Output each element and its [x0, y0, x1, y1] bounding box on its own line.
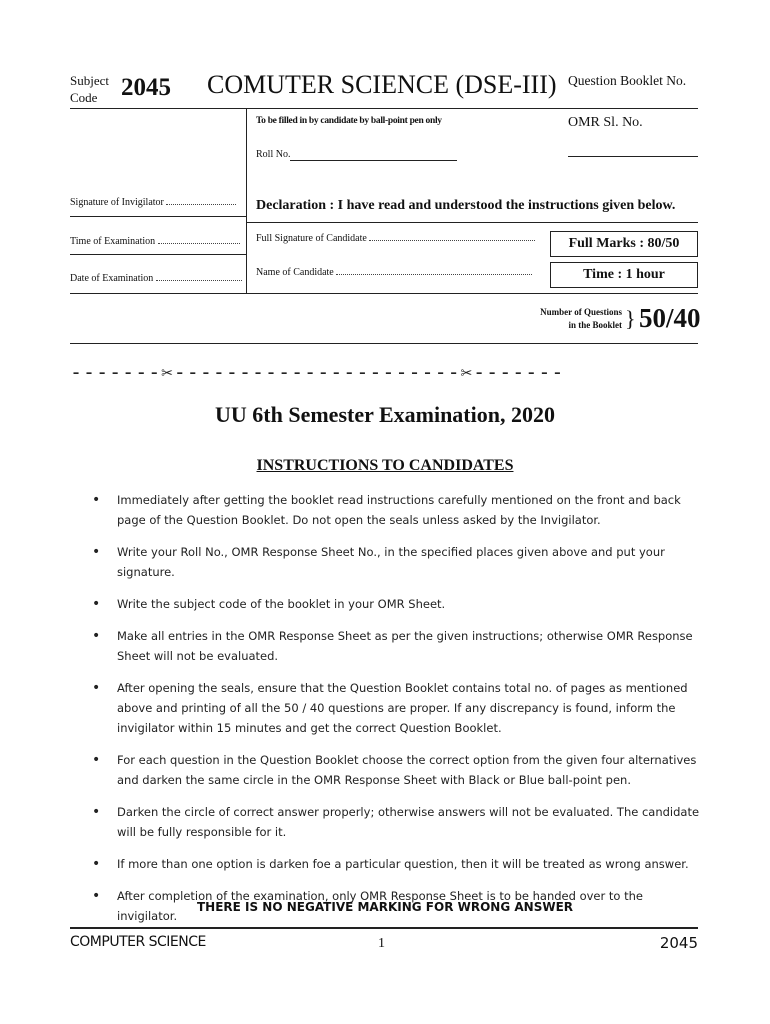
- omr-line: [568, 156, 698, 157]
- page-number: 1: [378, 936, 385, 951]
- roll-line[interactable]: [290, 160, 457, 161]
- list-item: • Write the subject code of the booklet in your OMR Sheet.: [92, 594, 702, 614]
- booklet-no-label: Question Booklet No.: [568, 73, 687, 88]
- date-field[interactable]: Date of Examination: [70, 273, 242, 284]
- declaration: Declaration : I have read and understood the instructions given below.: [256, 198, 676, 213]
- list-item: • Darken the circle of correct answer properly; otherwise answers will not be evaluated. The candidate will be fully responsible for it.: [92, 802, 702, 842]
- subject-code: 2045: [121, 74, 171, 101]
- list-item: • Make all entries in the OMR Response Sheet as per the given instructions; otherwise OMR Response Sheet will not be evaluated.: [92, 626, 702, 666]
- exam-title: UU 6th Semester Examination, 2020: [215, 402, 555, 427]
- roll-label: Roll No.: [256, 149, 291, 160]
- candidate-signature-field[interactable]: Full Signature of Candidate: [256, 233, 535, 244]
- list-item: • After completion of the examination, only OMR Response Sheet is to be handed over to the invigilator.: [92, 886, 702, 926]
- fill-note: To be filled in by candidate by ball-point pen only: [256, 116, 442, 126]
- cut-line: -------✂----------------------✂-------: [70, 360, 565, 384]
- footer-subject: COMPUTER SCIENCE: [70, 934, 206, 950]
- time-field[interactable]: Time of Examination: [70, 236, 240, 247]
- instructions-list: [92, 490, 702, 926]
- invigilator-field[interactable]: Signature of Invigilator: [70, 197, 236, 208]
- declaration-rule: [246, 222, 698, 223]
- instructions-heading: INSTRUCTIONS TO CANDIDATES: [256, 457, 514, 474]
- column-divider: [246, 108, 247, 293]
- no-negative-note: THERE IS NO NEGATIVE MARKING FOR WRONG ANSWER: [196, 900, 574, 914]
- left-rule-2: [70, 254, 246, 255]
- brace-icon: }: [625, 306, 636, 331]
- list-item: • Immediately after getting the booklet read instructions carefully mentioned on the front and back page of the Question Booklet. Do not open the seals unless asked by the Invigilator.: [92, 490, 702, 530]
- list-item: • If more than one option is darken foe a particular question, then it will be treated as wrong answer.: [92, 854, 702, 874]
- header-rule: [70, 108, 698, 109]
- time-box: Time : 1 hour: [550, 262, 698, 288]
- questions-label: Number of Questions in the Booklet: [540, 307, 622, 330]
- omr-label: OMR Sl. No.: [568, 115, 643, 130]
- footer-rule: [70, 927, 698, 929]
- candidate-name-field[interactable]: Name of Candidate: [256, 267, 532, 278]
- subject-code-label: Subject Code: [70, 73, 109, 105]
- list-item: • After opening the seals, ensure that the Question Booklet contains total no. of pages as mentioned above and printing of all the 50 / 40 questions are proper. If any discrepancy is found, inform the invigilator within 15 minutes and get the correct Question Booklet.: [92, 678, 702, 738]
- top-section-rule: [70, 343, 698, 344]
- fields-bottom-rule: [70, 293, 698, 294]
- full-marks-box: Full Marks : 80/50: [550, 231, 698, 257]
- list-item: • For each question in the Question Booklet choose the correct option from the given four alternatives and darken the same circle in the OMR Response Sheet with Black or Blue ball-point pen.: [92, 750, 702, 790]
- scissors-icon: ✂: [161, 362, 174, 384]
- left-rule-1: [70, 216, 246, 217]
- scissors-icon: ✂: [460, 362, 474, 384]
- questions-value: 50/40: [639, 303, 701, 333]
- footer-code: 2045: [659, 934, 698, 952]
- list-item: • Write your Roll No., OMR Response Sheet No., in the specified places given above and put your signature.: [92, 542, 702, 582]
- paper-title: COMUTER SCIENCE (DSE-III): [207, 70, 557, 99]
